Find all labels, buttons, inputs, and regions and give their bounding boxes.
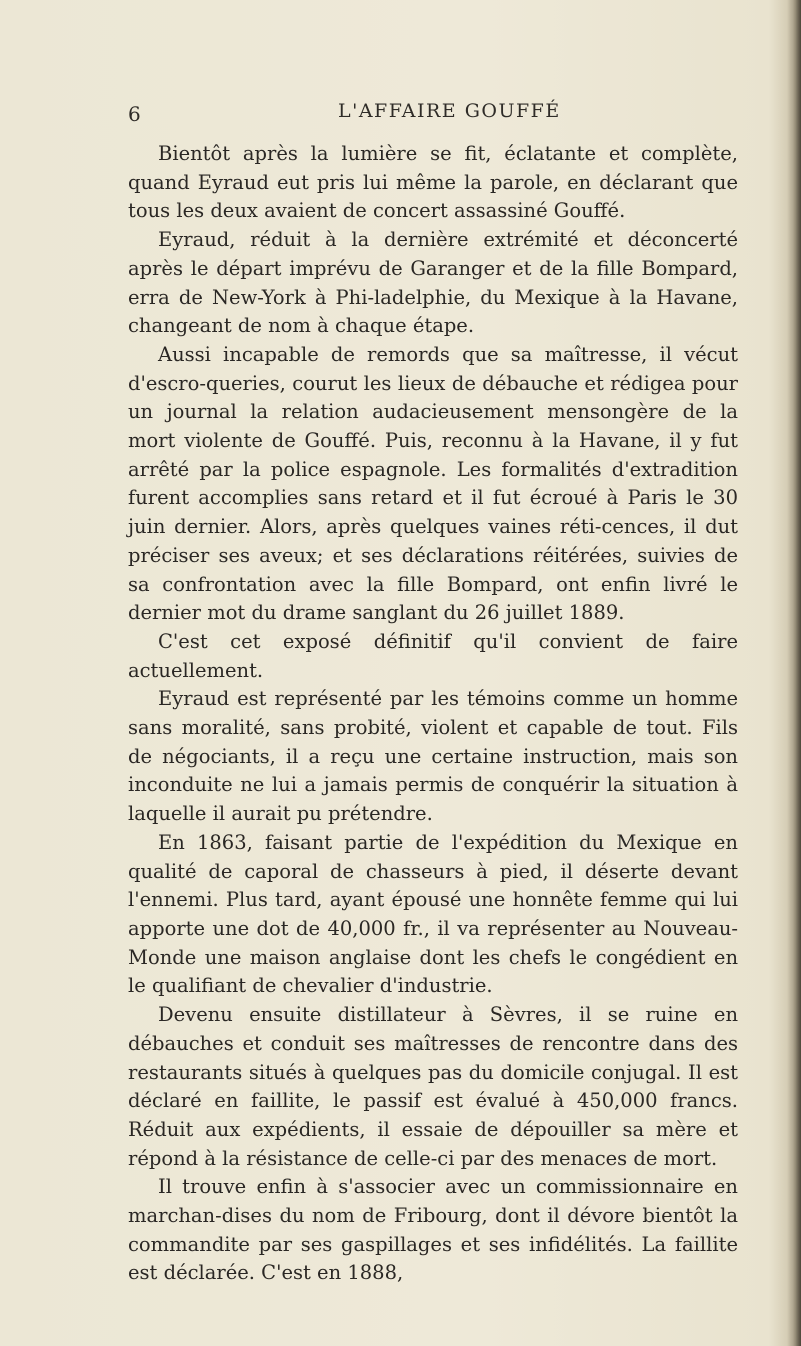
page-edge-shadow [787,0,801,1346]
page-header [128,100,728,130]
paragraph-7: Devenu ensuite distillateur à Sèvres, il se ruine en débauches et conduit ses maîtresses de rencontre dans des restaurants situés à quelques pas du domicile conjugal. Il est déclaré en faillite, le passif est évalué à 450,000 francs. Réduit aux expédients, il essaie de dépouiller sa mère et répond à la résistance de celle-ci par des menaces de mort. [128,1003,738,1170]
paragraph-6: En 1863, faisant partie de l'expédition du Mexique en qualité de caporal de chasseurs à pied, il déserte devant l'ennemi. Plus tard, ayant épousé une honnête femme qui lui apporte une dot de 40,000 fr., il va représenter au Nouveau-Monde une maison anglaise dont les chefs le congédient en le qualifiant de chevalier d'industrie. [128,830,738,998]
page-number: 6 [128,102,141,126]
running-title: L'AFFAIRE GOUFFÉ [338,100,561,122]
paragraph-4: C'est cet exposé définitif qu'il convient de faire actuellement. [128,629,738,682]
body-text [128,140,738,1288]
paragraph-5: Eyraud est représenté par les témoins comme un homme sans moralité, sans probité, violent et capable de tout. Fils de négociants, il a reçu une certaine instruction, mais son inconduite ne lui a jamais permis de conquérir la situation à laquelle il aurait pu prétendre. [128,687,738,826]
paragraph-3: Aussi incapable de remords que sa maîtresse, il vécut d'escro-queries, courut les lieux de débauche et rédigea pour un journal la relation audacieusement mensongère de la mort violente de Gouffé. Puis, reconnu à la Havane, il y fut arrêté par la police espagnole. Les formalités d'extradition furent accomplies sans retard et il fut écroué à Paris le 30 juin dernier. Alors, après quelques vaines réti-cences, il dut préciser ses aveux; et ses déclarations réitérées, suivies de sa confrontation avec la fille Bompard, ont enfin livré le dernier mot du drame sanglant du 26 juillet 1889. [128,342,738,625]
paragraph-1: Bientôt après la lumière se fit, éclatante et complète, quand Eyraud eut pris lui même la parole, en déclarant que tous les deux avaient de concert assassiné Gouffé. [128,142,738,223]
paragraph-2: Eyraud, réduit à la dernière extrémité et déconcerté après le départ imprévu de Garanger et de la fille Bompard, erra de New-York à Phi-ladelphie, du Mexique à la Havane, changeant de nom à chaque étape. [128,228,738,338]
paragraph-8: Il trouve enfin à s'associer avec un commissionnaire en marchan-dises du nom de Fribourg, dont il dévore bientôt la commandite par ses gaspillages et ses infidélités. La faillite est déclarée. C'est en 1888, [128,1175,738,1285]
